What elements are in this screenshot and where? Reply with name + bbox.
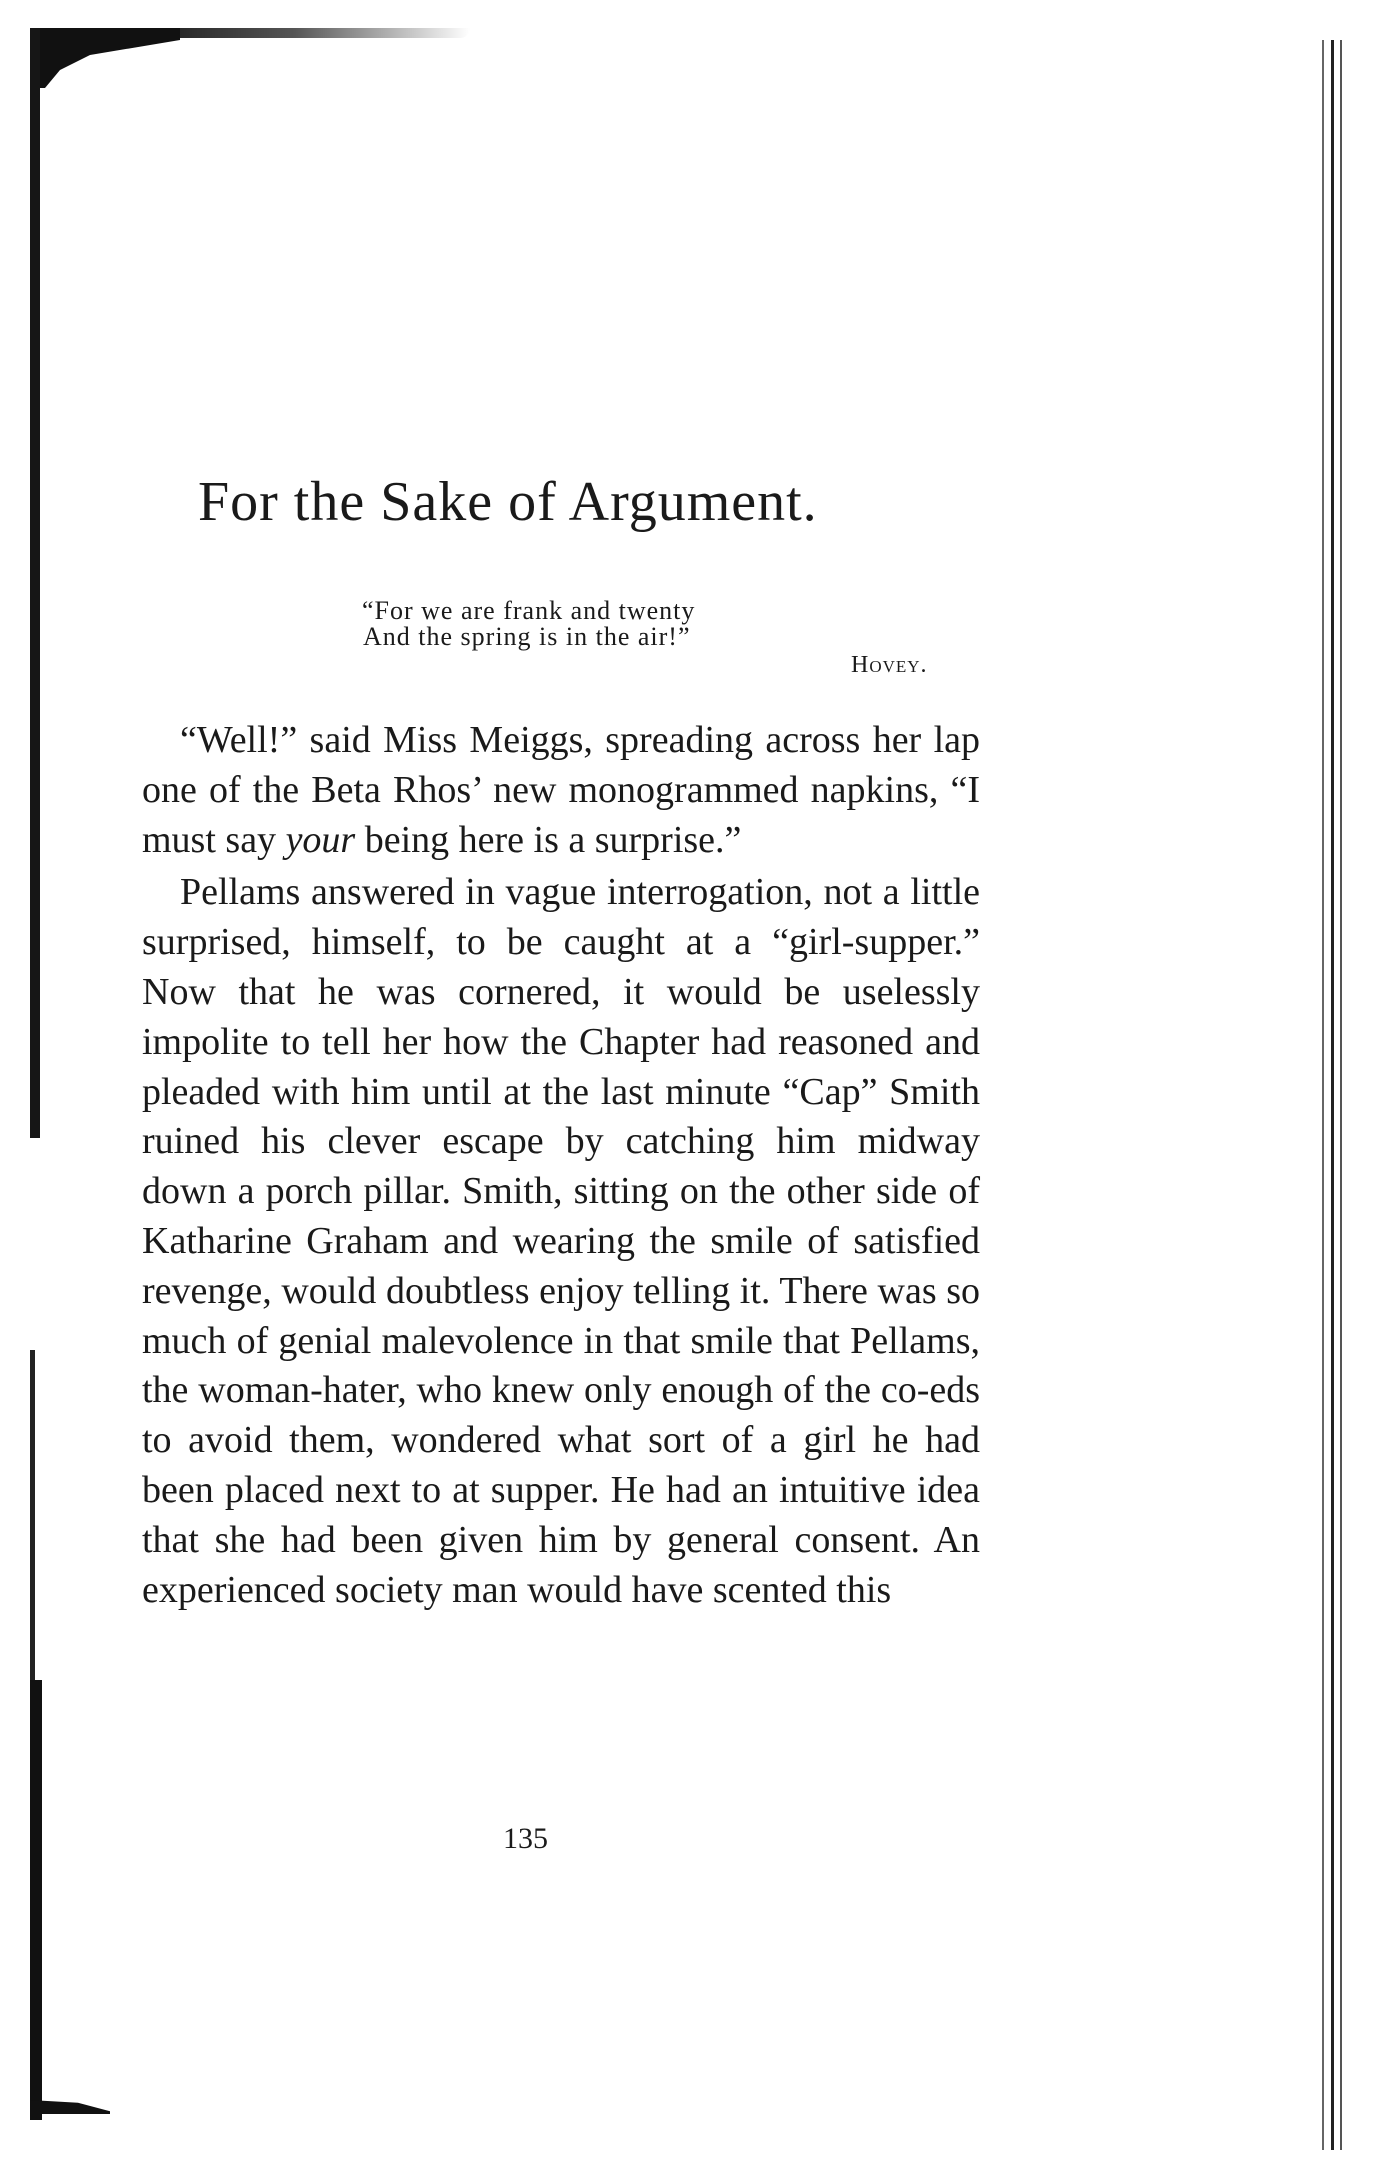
scan-edge-left-lower [30, 1350, 35, 1680]
scan-edge-left [30, 28, 40, 1138]
paragraph [142, 716, 980, 865]
scan-edge-right [1322, 40, 1324, 2150]
body-text [142, 716, 980, 1615]
emphasis: your [285, 818, 356, 861]
scan-edge-right [1331, 40, 1334, 2150]
scan-edge-corner [30, 28, 180, 88]
scan-edge-left-bottom [30, 1680, 42, 2120]
epigraph [362, 598, 822, 650]
epigraph-attribution: Hovey. [851, 652, 928, 678]
scan-edge-right [1340, 40, 1342, 2150]
chapter-title: For the Sake of Argument. [198, 471, 818, 533]
epigraph-line: And the spring is in the air!” [363, 622, 691, 651]
page-number: 135 [503, 1822, 548, 1855]
paragraph-text: “Well!” said Miss Meiggs, spreading across her lap one of the Beta Rhos’ new monogrammed napkins, “I must say [142, 719, 980, 861]
scan-edge-bottom [30, 2100, 110, 2114]
epigraph-line: “For we are frank and twenty [362, 596, 696, 625]
paragraph: Pellams answered in vague interrogation, not a little surprised, himself, to be caught at a “girl-supper.” Now that he was cornered, it would be uselessly impolite to tell her how the Chapter had reasoned and pleaded with him until at the last minute “Cap” Smith ruined his clever escape by catching him midway down a porch pillar. Smith, sitting on the other side of Katharine Graham and wearing the smile of satisfied revenge, would doubtless enjoy telling it. There was so much of genial malevolence in that smile that Pellams, the woman-hater, who knew only enough of the co-eds to avoid them, wondered what sort of a girl he had been placed next to at supper. He had an intuitive idea that she had been given him by general consent. An experienced society man would have scented this [142, 871, 980, 1611]
paragraph-text: being here is a surprise.” [355, 818, 742, 861]
